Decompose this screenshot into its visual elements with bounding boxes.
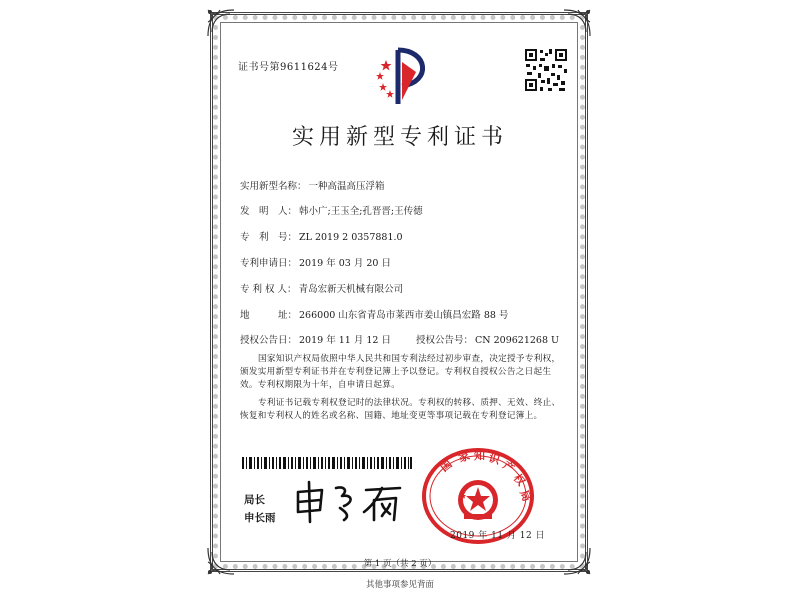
seal-date: 2019 年 11 月 12 日 [450, 531, 546, 541]
footer-note: 其他事项参见背面 [365, 580, 434, 590]
svg-text:局: 局 [517, 488, 534, 504]
patent-office-logo-icon [372, 42, 434, 108]
svg-text:产: 产 [500, 458, 517, 476]
legal-paragraph-2: 专利证书记载专利权登记时的法律状况。专利权的转移、质押、无效、终止、恢复和专利权人的姓名或名称、国籍、地址变更等事项记载在专利登记簿上。 [240, 398, 561, 421]
barcode-icon [242, 457, 412, 469]
field-label: 实用新型名称： [240, 181, 307, 192]
field-value: 青岛宏新天机械有限公司 [298, 284, 404, 295]
svg-text:家: 家 [456, 449, 472, 465]
legal-paragraph-1: 国家知识产权局依照中华人民共和国专利法经过初步审查，决定授予专利权，颁发实用新型专利证书并在专利登记簿上予以登记。专利权自授权公告之日起生效。专利权期限为十年，自申请日起算。 [240, 354, 561, 390]
field-application-date [240, 255, 391, 269]
field-label: 专 利 权 人： [240, 284, 297, 295]
corner-ornament-top-right [560, 6, 594, 40]
field-patent-number [240, 229, 403, 243]
field-label: 专利申请日： [240, 258, 298, 269]
svg-text:权: 权 [510, 471, 528, 489]
svg-text:知: 知 [474, 449, 485, 462]
certificate-title: 实用新型专利证书 [291, 125, 508, 150]
qr-code-icon [524, 48, 568, 92]
field-value: 韩小广;王玉全;孔晋晋;王传德 [299, 206, 423, 217]
field-label-grant-number: 授权公告号： [416, 335, 474, 346]
field-utility-model-name [240, 178, 385, 192]
field-label: 地 址： [240, 310, 298, 321]
director-name: 申长雨 [244, 512, 276, 524]
field-value: 2019 年 11 月 12 日 [299, 335, 391, 346]
field-label: 发 明 人： [240, 206, 298, 217]
field-address [240, 307, 508, 321]
svg-text:国: 国 [437, 457, 455, 475]
field-value-grant-number: CN 209621268 U [475, 335, 560, 346]
field-value: ZL 2019 2 0357881.0 [299, 232, 403, 243]
field-patentee [240, 281, 403, 295]
field-label: 专 利 号： [240, 232, 298, 243]
certificate-number: 证书号第9611624号 [238, 62, 339, 73]
field-grant-date [240, 332, 559, 346]
field-label: 授权公告日： [240, 335, 298, 346]
page-number: 第 1 页（共 2 页） [363, 559, 437, 569]
field-value: 2019 年 03 月 20 日 [299, 258, 391, 269]
corner-ornament-top-left [204, 6, 238, 40]
field-inventors [240, 203, 423, 217]
director-title: 局长 [244, 494, 265, 506]
svg-text:识: 识 [487, 451, 502, 467]
field-value: 一种高温高压浮箱 [308, 181, 385, 192]
field-value: 266000 山东省青岛市莱西市姜山镇昌宏路 88 号 [299, 310, 509, 321]
director-signature-icon [292, 478, 412, 524]
